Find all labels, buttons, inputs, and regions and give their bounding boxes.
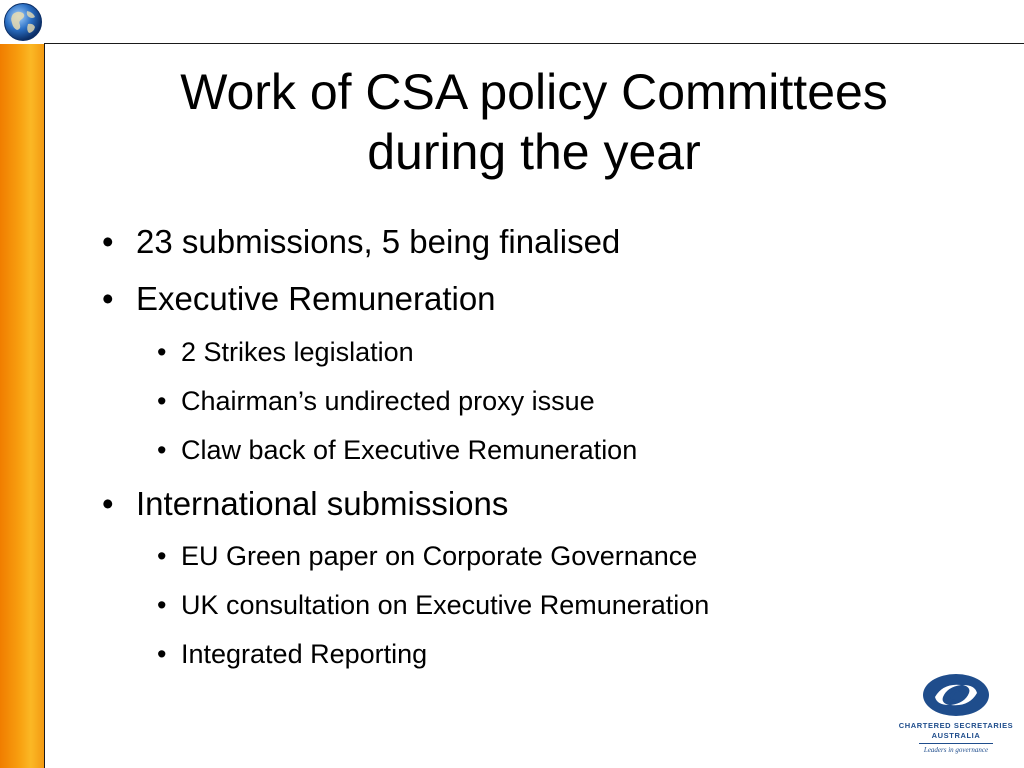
header-rule bbox=[44, 43, 1024, 44]
logo-divider bbox=[919, 743, 993, 744]
bullet-marker: • bbox=[102, 280, 114, 317]
csa-logo bbox=[897, 668, 1015, 760]
bullet-marker: • bbox=[157, 337, 167, 367]
logo-name-line-1: CHARTERED SECRETARIES bbox=[898, 721, 1014, 730]
logo-tagline: Leaders in governance bbox=[923, 746, 989, 754]
bullet-marker: • bbox=[102, 485, 114, 522]
orange-side-bar bbox=[0, 44, 45, 768]
list-item-text: Executive Remuneration bbox=[136, 280, 496, 317]
bullet-marker: • bbox=[157, 590, 167, 620]
sub-list-item-text: Integrated Reporting bbox=[181, 639, 428, 669]
list-item-text: International submissions bbox=[136, 485, 509, 522]
bullet-marker: • bbox=[157, 541, 167, 571]
sub-list-item bbox=[157, 335, 414, 369]
sub-list-item bbox=[157, 588, 710, 622]
csa-swirl-icon bbox=[921, 672, 991, 718]
bullet-marker: • bbox=[157, 435, 167, 465]
slide-title-line-1: Work of CSA policy Committees bbox=[180, 64, 888, 120]
sub-list-item-text: 2 Strikes legislation bbox=[181, 337, 414, 367]
bullet-marker: • bbox=[102, 223, 114, 260]
list-item-text: 23 submissions, 5 being finalised bbox=[136, 223, 621, 260]
sub-list-item-text: EU Green paper on Corporate Governance bbox=[181, 541, 698, 571]
list-item bbox=[102, 484, 509, 524]
slide-title-line-2: during the year bbox=[367, 124, 701, 180]
sub-list-item bbox=[157, 637, 428, 671]
sub-list-item bbox=[157, 433, 638, 467]
sub-list-item-text: Claw back of Executive Remuneration bbox=[181, 435, 638, 465]
bullet-marker: • bbox=[157, 386, 167, 416]
bullet-marker: • bbox=[157, 639, 167, 669]
globe-icon bbox=[3, 2, 43, 42]
sub-list-item bbox=[157, 539, 698, 573]
sub-list-item-text: Chairman’s undirected proxy issue bbox=[181, 386, 595, 416]
sub-list-item bbox=[157, 384, 595, 418]
sub-list-item-text: UK consultation on Executive Remuneration bbox=[181, 590, 710, 620]
logo-name-line-2: AUSTRALIA bbox=[931, 731, 981, 740]
list-item bbox=[102, 222, 621, 262]
slide-title bbox=[44, 62, 1024, 182]
list-item bbox=[102, 279, 496, 319]
